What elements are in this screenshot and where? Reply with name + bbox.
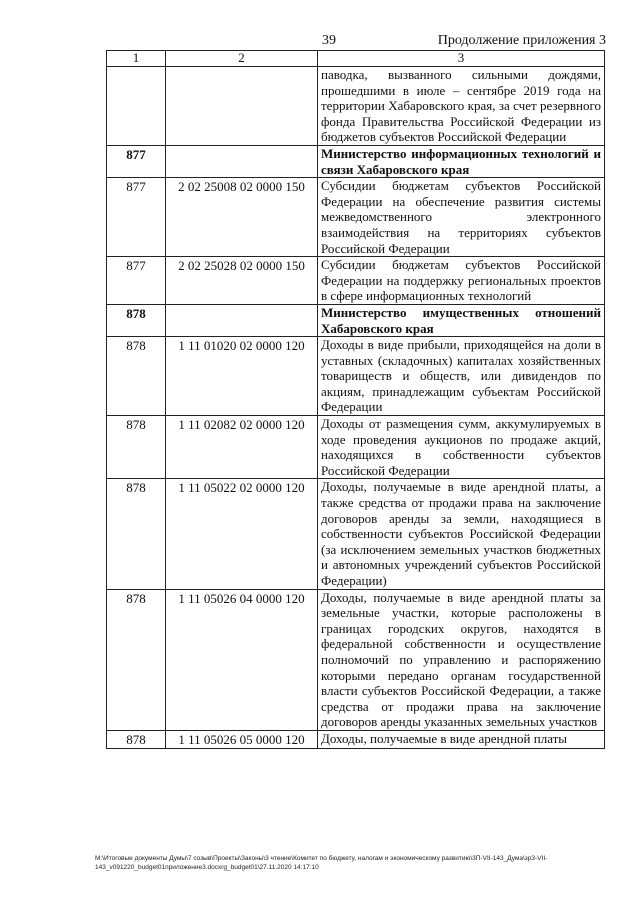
budget-class-code-cell: 1 11 05022 02 0000 120 [166, 479, 318, 589]
table-header-row [107, 51, 605, 67]
column-header-1: 1 [107, 51, 166, 67]
admin-code-cell: 877 [107, 257, 166, 305]
admin-code-cell [107, 67, 166, 146]
admin-code-cell: 878 [107, 416, 166, 479]
table-row [107, 416, 605, 479]
revenue-name-cell: паводка, вызванного сильными дождями, прошедшими в июле – сентябре 2019 года на территории Хабаровского края, за счет резервного фонда Правительства Российской Федерации из бюджетов субъектов Российской Федерации [318, 67, 605, 146]
revenue-name-cell: Министерство информационных технологий и связи Хабаровского края [318, 145, 605, 177]
revenue-name-cell: Доходы, получаемые в виде арендной платы за земельные участки, которые расположены в границах городских округов, находятся в федеральной собственности и осуществление полномочий по управлению и распоряжению которыми передано органам государственной власти субъектов Российской Федерации, а также средства от продажи права на заключение договоров аренды указанных земельных участков [318, 589, 605, 730]
revenue-name-cell: Доходы, получаемые в виде арендной платы [318, 730, 605, 748]
admin-code-cell: 878 [107, 730, 166, 748]
budget-class-code-cell [166, 145, 318, 177]
admin-code-cell: 878 [107, 589, 166, 730]
table-row [107, 479, 605, 589]
revenue-name-cell: Субсидии бюджетам субъектов Российской Федерации на обеспечение развития системы межведомственного электронного взаимодействия на территориях субъектов Российской Федерации [318, 178, 605, 257]
budget-class-code-cell: 1 11 05026 05 0000 120 [166, 730, 318, 748]
budget-class-code-cell: 1 11 05026 04 0000 120 [166, 589, 318, 730]
admin-code-cell: 877 [107, 178, 166, 257]
table-row [107, 67, 605, 146]
table-row [107, 257, 605, 305]
budget-class-code-cell: 1 11 01020 02 0000 120 [166, 337, 318, 416]
revenue-name-cell: Доходы в виде прибыли, приходящейся на доли в уставных (складочных) капиталах хозяйственных товариществ и обществ, или дивидендов по акциям, принадлежащим субъектам Российской Федерации [318, 337, 605, 416]
ministry-heading-row [107, 145, 605, 177]
admin-code-cell: 878 [107, 479, 166, 589]
revenue-name-cell: Доходы, получаемые в виде арендной платы, а также средства от продажи права на заключение договоров аренды за земли, находящиеся в собственности субъектов Российской Федерации (за исключением земельных участков бюджетных и автономных учреждений субъектов Российской Федерации) [318, 479, 605, 589]
table-row [107, 178, 605, 257]
continuation-label: Продолжение приложения 3 [437, 33, 606, 48]
file-path-footer [95, 854, 615, 872]
column-header-3: 3 [318, 51, 605, 67]
table-row [107, 337, 605, 416]
file-path-line-2: 143_v091220_budget01приложение3.docxrg_budget01\27.11.2020 14:17:10 [95, 864, 319, 871]
budget-class-code-cell [166, 67, 318, 146]
table-row [107, 730, 605, 748]
budget-class-code-cell [166, 304, 318, 336]
admin-code-cell: 878 [107, 304, 166, 336]
revenue-name-cell: Доходы от размещения сумм, аккумулируемых в ходе проведения аукционов по продаже акций, находящихся в собственности субъектов Российской Федерации [318, 416, 605, 479]
admin-code-cell: 877 [107, 145, 166, 177]
table-row [107, 589, 605, 730]
revenue-name-cell: Министерство имущественных отношений Хабаровского края [318, 304, 605, 336]
budget-class-code-cell: 2 02 25008 02 0000 150 [166, 178, 318, 257]
revenue-table [106, 50, 605, 749]
ministry-heading-row [107, 304, 605, 336]
budget-class-code-cell: 1 11 02082 02 0000 120 [166, 416, 318, 479]
file-path-line-1: M:\Итоговые документы Думы\7 созыв\Проекты\Законы\3 чтение\Комитет по бюджету, налогам и экономическому развитию\3П-VII-143_Дума\зр3-VII- [95, 855, 548, 862]
budget-class-code-cell: 2 02 25028 02 0000 150 [166, 257, 318, 305]
table-body [107, 67, 605, 749]
page-number: 39 [322, 33, 336, 48]
admin-code-cell: 878 [107, 337, 166, 416]
revenue-name-cell: Субсидии бюджетам субъектов Российской Федерации на поддержку региональных проектов в сфере информационных технологий [318, 257, 605, 305]
column-header-2: 2 [166, 51, 318, 67]
